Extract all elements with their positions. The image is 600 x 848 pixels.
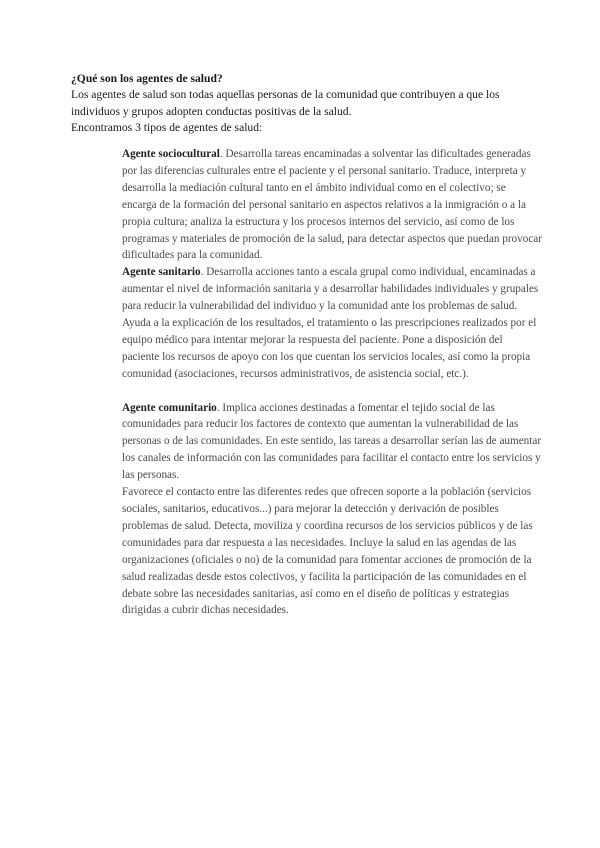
- agent-comunitario-paragraph-2: Favorece el contacto entre las diferentes redes que ofrecen soporte a la población (servicios sociales, sanitarios, educativos...) para mejorar la detección y derivación de posibles problemas de salud. Detecta, moviliza y coordina recursos de los servicios públicos y de las comunidades para dar respuesta a las necesidades. Incluye la salud en las agendas de las organizaciones (oficiales o no) de la comunidad para fomentar acciones de promoción de la salud realizadas desde estos colectivos, y facilita la participación de las comunidades en el debate sobre las necesidades sanitarias, así como en el diseño de políticas y estrategias dirigidas a cubrir dichas necesidades.: [122, 486, 533, 617]
- paragraph-spacer: [122, 383, 542, 400]
- agent-sanitario-paragraph: [122, 264, 542, 382]
- agent-sociocultural-paragraph: [122, 146, 542, 264]
- agent-sociocultural-text: . Desarrolla tareas encaminadas a solventar las dificultades generadas por las diferencias culturales entre el paciente y el personal sanitario. Traduce, interpreta y desarrolla la mediación cultural tanto en el ámbito individual como en el colectivo; se encarga de la formación del personal sanitario en aspectos relativos a la inmigración o a la propia cultura; analiza la estructura y los procesos internos del servicio, así como de los programas y materiales de promoción de la salud, para detectar aspectos que puedan provocar dificultades para la comunidad.: [122, 148, 542, 262]
- definition-paragraph: Los agentes de salud son todas aquellas personas de la comunidad que contribuyen a que los individuos y grupos adopten conductas positivas de la salud.: [71, 88, 500, 118]
- section-title: ¿Qué son los agentes de salud?: [71, 72, 223, 85]
- agent-sanitario-name: Agente sanitario: [122, 266, 201, 279]
- intro-section: [71, 71, 541, 137]
- agent-comunitario-text: . Implica acciones destinadas a fomentar el tejido social de las comunidades para reducir los factores de contexto que aumentan la vulnerabilidad de las personas o de las comunidades. En este sentido, las tareas a desarrollar serían las de aumentar los canales de información con las comunidades para facilitar el contacto entre los servicios y las personas.: [122, 401, 542, 482]
- agent-sociocultural-name: Agente sociocultural: [122, 148, 220, 160]
- types-intro-line: Encontramos 3 tipos de agentes de salud:: [71, 121, 263, 135]
- agent-comunitario-paragraph: [122, 400, 542, 485]
- agent-comunitario-name: Agente comunitario: [122, 401, 217, 414]
- agent-sanitario-text: . Desarrolla acciones tanto a escala grupal como individual, encaminadas a aumentar el nivel de información sanitaria y a desarrollar habilidades individuales y grupales para reducir la vulnerabilidad del individuo y la comunidad ante los problemas de salud. Ayuda a la explicación de los resultados, el tratamiento o las prescripciones realizados por el equipo médico para intentar mejorar la respuesta del paciente. Pone a disposición del paciente los recursos de apoyo con los que cuentan los servicios locales, así como la propia comunidad (asociaciones, recursos administrativos, de asistencia social, etc.).: [122, 266, 539, 380]
- agent-types-section: [122, 146, 542, 619]
